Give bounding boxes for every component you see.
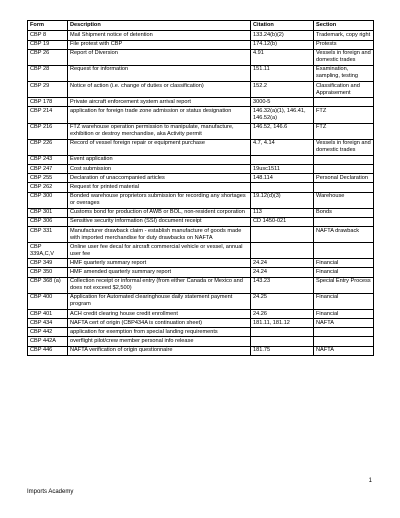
cell-form: CBP 19 (28, 40, 68, 49)
cell-form: CBP 300 (28, 192, 68, 208)
cell-form: CBP 331 (28, 227, 68, 243)
cell-section (314, 217, 374, 226)
cell-citation (251, 328, 314, 337)
cell-citation: 24.24 (251, 259, 314, 268)
cell-description: HMF quarterly summary report (68, 259, 251, 268)
cell-citation: 174.12(b) (251, 40, 314, 49)
cell-form: CBP 442A (28, 337, 68, 346)
cell-form: CBP 26 (28, 49, 68, 65)
forms-table (27, 20, 374, 356)
table-row (28, 65, 374, 81)
cell-citation: 152.2 (251, 82, 314, 98)
cell-form: CBP 368 (a) (28, 277, 68, 293)
cell-section (314, 337, 374, 346)
cell-description: Record of vessel foreign repair or equipment purchase (68, 139, 251, 155)
table-row (28, 31, 374, 40)
table-row (28, 337, 374, 346)
cell-form: CBP 306 (28, 217, 68, 226)
cell-description: FTZ warehouse operation permission to manipulate, manufacture, exhibition or destroy merchandise, aka Activity permit (68, 123, 251, 139)
table-row (28, 243, 374, 259)
cell-section: Financial (314, 309, 374, 318)
cell-description: Bonded warehouse proprietors submission for recording any shortages or overages (68, 192, 251, 208)
cell-citation (251, 183, 314, 192)
cell-citation: 181.75 (251, 346, 314, 355)
cell-citation (251, 243, 314, 259)
cell-description: ACH credit clearing house credit enrollment (68, 309, 251, 318)
cell-section: Protests (314, 40, 374, 49)
table-row (28, 192, 374, 208)
cell-citation (251, 337, 314, 346)
cell-form: CBP 401 (28, 309, 68, 318)
cell-section (314, 183, 374, 192)
table-row (28, 309, 374, 318)
cell-citation: 146.52, 146.6 (251, 123, 314, 139)
table-row (28, 319, 374, 328)
cell-section: Vessels in foreign and domestic trades (314, 139, 374, 155)
cell-citation: 4.7, 4.14 (251, 139, 314, 155)
cell-form: CBP 301 (28, 208, 68, 217)
cell-citation (251, 155, 314, 164)
cell-citation: 181.11, 181.12 (251, 319, 314, 328)
cell-form: CBP 247 (28, 164, 68, 173)
cell-section: FTZ (314, 107, 374, 123)
table-row (28, 98, 374, 107)
table-row (28, 293, 374, 309)
cell-form: CBP 255 (28, 174, 68, 183)
cell-description: application for exemption from special landing requirements (68, 328, 251, 337)
cell-section: NAFTA (314, 319, 374, 328)
cell-citation: 151.11 (251, 65, 314, 81)
cell-form: CBP 243 (28, 155, 68, 164)
cell-description: NAFTA verification of origin questionnaire (68, 346, 251, 355)
table-row (28, 217, 374, 226)
table-row (28, 259, 374, 268)
table-row (28, 155, 374, 164)
cell-section: Bonds (314, 208, 374, 217)
cell-citation: 146.32(a)(1), 146.41, 146.52(a) (251, 107, 314, 123)
cell-section: Financial (314, 259, 374, 268)
table-row (28, 139, 374, 155)
cell-form: CBP 29 (28, 82, 68, 98)
cell-description: Customs bond for production of AWB or BOL, non-resident corporation (68, 208, 251, 217)
cell-description: Report of Diversion (68, 49, 251, 65)
cell-citation: 19.12(d)(3) (251, 192, 314, 208)
cell-description: NAFTA cert of origin (CBP434A is continuation sheet) (68, 319, 251, 328)
cell-description: Event application (68, 155, 251, 164)
table-row (28, 174, 374, 183)
cell-form: CBP 350 (28, 268, 68, 277)
cell-form: CBP 8 (28, 31, 68, 40)
cell-form: CBP 214 (28, 107, 68, 123)
cell-citation: 4.91 (251, 49, 314, 65)
cell-form: CBP 216 (28, 123, 68, 139)
cell-description: Collection receipt or informal entry (from either Canada or Mexico and does not exceed $2,500) (68, 277, 251, 293)
cell-description: Online user fee decal for aircraft commercial vehicle or vessel, annual user fee (68, 243, 251, 259)
cell-section (314, 155, 374, 164)
cell-description: application for foreign trade zone admission or status designation (68, 107, 251, 123)
cell-description: Mail Shipment notice of detention (68, 31, 251, 40)
cell-form: CBP 262 (28, 183, 68, 192)
header-section: Section (314, 21, 374, 31)
cell-description: Request for information (68, 65, 251, 81)
cell-form: CBP 349 (28, 259, 68, 268)
cell-section: NAFTA drawback (314, 227, 374, 243)
cell-section (314, 164, 374, 173)
cell-citation: 143.23 (251, 277, 314, 293)
footer-company: Imports Academy (27, 489, 74, 495)
cell-form: CBP 446 (28, 346, 68, 355)
cell-citation: 24.26 (251, 309, 314, 318)
table-row (28, 346, 374, 355)
cell-description: Declaration of unaccompanied articles (68, 174, 251, 183)
cell-form: CBP 434 (28, 319, 68, 328)
cell-citation: 148.114 (251, 174, 314, 183)
cell-section: Financial (314, 293, 374, 309)
cell-form: CBP 400 (28, 293, 68, 309)
cell-description: HMF amended quarterly summary report (68, 268, 251, 277)
cell-section: Examination, sampling, testing (314, 65, 374, 81)
cell-section (314, 328, 374, 337)
cell-section: Special Entry Process (314, 277, 374, 293)
page-number: 1 (368, 478, 372, 484)
cell-description: Sensitive security information (SSI) document receipt (68, 217, 251, 226)
cell-section: Vessels in foreign and domestic trades (314, 49, 374, 65)
cell-citation: 133.24(b)(2) (251, 31, 314, 40)
cell-description: overflight pilot/crew member personal info release (68, 337, 251, 346)
table-row (28, 277, 374, 293)
cell-citation: CD 1450-021 (251, 217, 314, 226)
table-body (28, 31, 374, 355)
table-row (28, 268, 374, 277)
cell-section: Warehouse (314, 192, 374, 208)
cell-citation: 113 (251, 208, 314, 217)
table-row (28, 123, 374, 139)
cell-form: CBP 28 (28, 65, 68, 81)
cell-description: Manufacturer drawback claim - establish manufacture of goods made with imported merchandise for duty drawbacks on NAFTA (68, 227, 251, 243)
cell-form: CBP 226 (28, 139, 68, 155)
table-row (28, 107, 374, 123)
cell-section: Classification and Appraisement (314, 82, 374, 98)
table-row (28, 164, 374, 173)
cell-form: CBP 339A,C,V (28, 243, 68, 259)
table-header-row (28, 21, 374, 31)
cell-section: Financial (314, 268, 374, 277)
table-row (28, 227, 374, 243)
cell-section: Personal Declaration (314, 174, 374, 183)
cell-description: Application for Automated clearinghouse daily statement payment program (68, 293, 251, 309)
cell-section: Trademark, copy right (314, 31, 374, 40)
cell-section (314, 243, 374, 259)
cell-citation: 3000-5 (251, 98, 314, 107)
cell-description: Cost submission (68, 164, 251, 173)
cell-description: Notice of action (i.e. change of duties or classification) (68, 82, 251, 98)
cell-section: FTZ (314, 123, 374, 139)
table-row (28, 183, 374, 192)
header-citation: Citation (251, 21, 314, 31)
cell-citation (251, 227, 314, 243)
table-row (28, 40, 374, 49)
cell-description: Private aircraft enforcement system arrival report (68, 98, 251, 107)
cell-description: Request for printed material (68, 183, 251, 192)
table-row (28, 328, 374, 337)
cell-citation: 24.24 (251, 268, 314, 277)
table-row (28, 82, 374, 98)
cell-section: NAFTA (314, 346, 374, 355)
cell-section (314, 98, 374, 107)
cell-description: File protest with CBP (68, 40, 251, 49)
table-row (28, 49, 374, 65)
header-form: Form (28, 21, 68, 31)
cell-form: CBP 442 (28, 328, 68, 337)
table-row (28, 208, 374, 217)
cell-form: CBP 178 (28, 98, 68, 107)
header-description: Description (68, 21, 251, 31)
cell-citation: 24.25 (251, 293, 314, 309)
cell-citation: 19usc1511 (251, 164, 314, 173)
